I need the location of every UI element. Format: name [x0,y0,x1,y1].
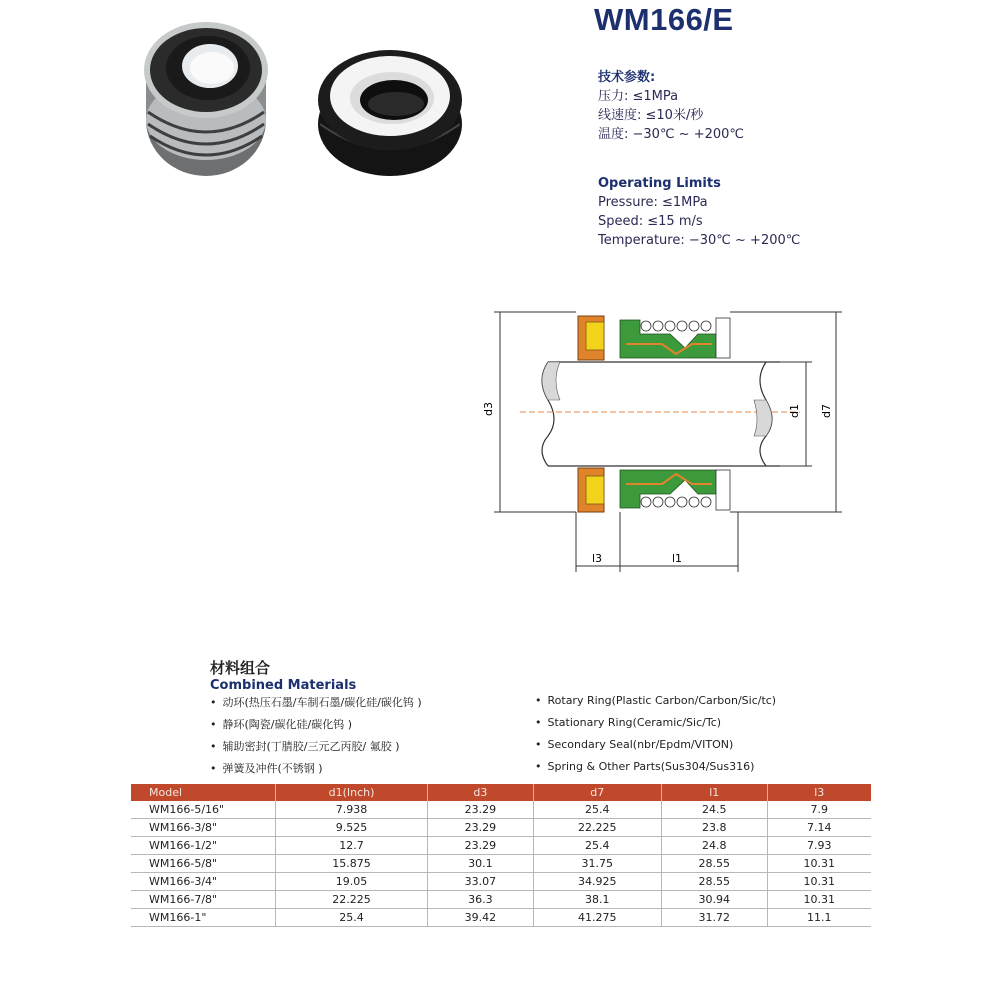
cell-l1: 24.5 [661,801,767,819]
specs-en-pressure: Pressure: ≤1MPa [598,195,708,210]
cell-d7: 25.4 [533,801,661,819]
cell-d1: 9.525 [276,819,428,837]
table-row [131,873,871,891]
cell-l3: 10.31 [767,855,871,873]
material-cn-4: • 弹簧及冲件(不锈钢 ) [210,760,323,776]
cell-d7: 31.75 [533,855,661,873]
seal-with-spring-image [144,22,268,176]
cell-d1: 12.7 [276,837,428,855]
cell-d1: 7.938 [276,801,428,819]
cell-d7: 38.1 [533,891,661,909]
label-d3: d3 [482,402,495,416]
dimensions-table [131,784,871,927]
cell-l1: 24.8 [661,837,767,855]
cell-d3: 36.3 [428,891,534,909]
header-d3: d3 [428,784,534,801]
specs-en-speed: Speed: ≤15 m/s [598,214,703,229]
table-header-row [131,784,871,801]
cell-l3: 10.31 [767,873,871,891]
specs-cn-temperature: 温度: −30℃ ~ +200℃ [598,127,745,142]
seal-lower-section [578,468,730,512]
cell-d1: 19.05 [276,873,428,891]
cell-d7: 41.275 [533,909,661,927]
seal-upper-section [578,316,730,360]
cell-l1: 28.55 [661,873,767,891]
cell-model: WM166-7/8" [131,891,276,909]
table-row [131,819,871,837]
material-en-3: • Secondary Seal(nbr/Epdm/VITON) [535,738,733,751]
cross-section-diagram [480,300,860,580]
specs-cn-pressure: 压力: ≤1MPa [598,89,679,104]
table-row [131,801,871,819]
cell-d3: 23.29 [428,819,534,837]
header-l1: l1 [661,784,767,801]
table-row [131,837,871,855]
cell-d1: 15.875 [276,855,428,873]
specs-english [598,174,800,250]
cell-d3: 23.29 [428,837,534,855]
materials-heading-cn: 材料组合 [210,659,271,677]
cell-l1: 31.72 [661,909,767,927]
cell-l3: 11.1 [767,909,871,927]
cell-d7: 22.225 [533,819,661,837]
material-cn-2: • 静环(陶瓷/碳化硅/碳化钨 ) [210,716,352,732]
cell-l3: 7.9 [767,801,871,819]
cell-l3: 10.31 [767,891,871,909]
header-d7: d7 [533,784,661,801]
materials-heading-en: Combined Materials [210,678,357,693]
cell-d1: 22.225 [276,891,428,909]
table-row [131,855,871,873]
cell-d3: 39.42 [428,909,534,927]
page-title: WM166/E [594,2,734,37]
label-l3: l3 [592,552,603,565]
cell-d3: 30.1 [428,855,534,873]
table-row [131,891,871,909]
header-model: Model [131,784,276,801]
material-cn-3: • 辅助密封(丁腈胶/三元乙丙胶/ 氟胶 ) [210,738,400,754]
specs-cn-heading: 技术参数: [598,70,656,85]
cell-model: WM166-1/2" [131,837,276,855]
cell-l1: 30.94 [661,891,767,909]
material-en-2: • Stationary Ring(Ceramic/Sic/Tc) [535,716,721,729]
specs-chinese [598,68,744,144]
cell-model: WM166-1" [131,909,276,927]
cell-l1: 23.8 [661,819,767,837]
cell-d3: 23.29 [428,801,534,819]
cell-model: WM166-5/8" [131,855,276,873]
label-d1: d1 [788,404,801,418]
specs-en-heading: Operating Limits [598,176,721,191]
specs-en-temperature: Temperature: −30℃ ~ +200℃ [598,233,801,248]
material-en-4: • Spring & Other Parts(Sus304/Sus316) [535,760,754,773]
cell-model: WM166-5/16" [131,801,276,819]
cell-l1: 28.55 [661,855,767,873]
label-l1: l1 [672,552,683,565]
cell-l3: 7.14 [767,819,871,837]
cell-d7: 34.925 [533,873,661,891]
table-row [131,909,871,927]
material-en-1: • Rotary Ring(Plastic Carbon/Carbon/Sic/tc) [535,694,776,707]
cell-model: WM166-3/8" [131,819,276,837]
label-d7: d7 [820,404,833,418]
cell-l3: 7.93 [767,837,871,855]
header-l3: l3 [767,784,871,801]
product-photo [128,12,468,192]
cell-model: WM166-3/4" [131,873,276,891]
materials-section [210,657,810,699]
cell-d7: 25.4 [533,837,661,855]
stationary-seat-image [318,50,462,176]
material-cn-1: • 动环(热压石墨/车制石墨/碳化硅/碳化钨 ) [210,694,422,710]
cell-d1: 25.4 [276,909,428,927]
header-d1: d1(Inch) [276,784,428,801]
cell-d3: 33.07 [428,873,534,891]
specs-cn-speed: 线速度: ≤10米/秒 [598,108,704,123]
